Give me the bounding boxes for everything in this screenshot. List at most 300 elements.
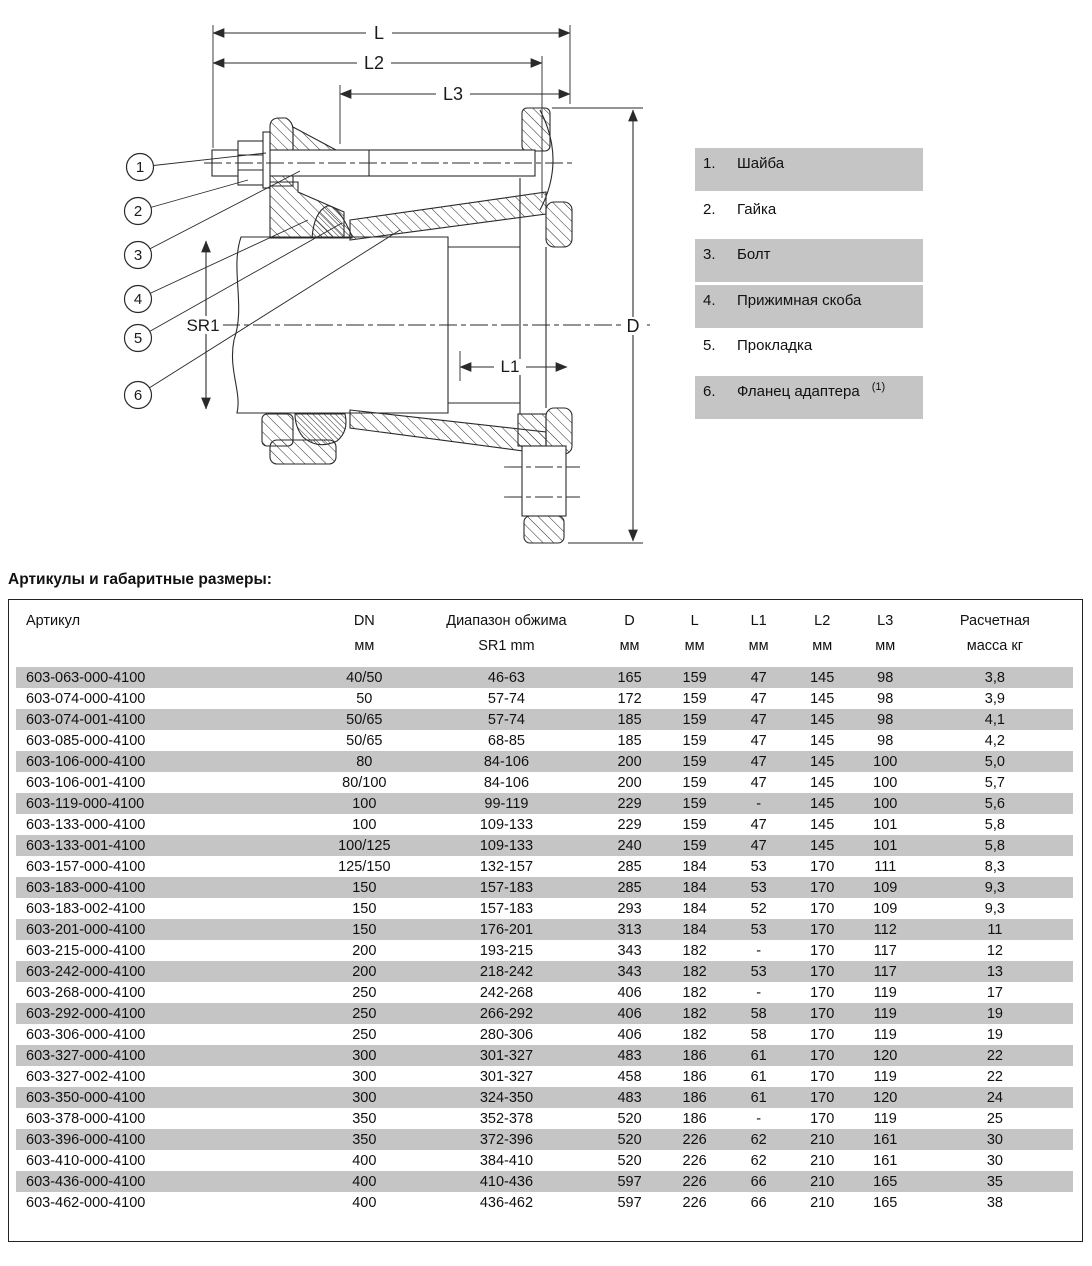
- cell-l3: 119: [873, 1068, 897, 1085]
- cell-l: 184: [682, 900, 707, 917]
- cell-clamp-range: 218-242: [479, 963, 534, 980]
- cell-mass: 25: [986, 1110, 1003, 1127]
- cell-l1: -: [756, 1110, 762, 1127]
- cell-l3: 119: [873, 984, 897, 1001]
- table-row: [16, 1003, 1073, 1024]
- cell-l1: 62: [750, 1152, 767, 1169]
- cell-mass: 3,9: [984, 690, 1005, 707]
- cell-l1: 53: [750, 879, 767, 896]
- flange-plate-bottom: [518, 414, 546, 446]
- cell-l3: 161: [873, 1131, 898, 1148]
- flange-bell-top: [546, 202, 572, 247]
- cell-mass: 19: [986, 1005, 1003, 1022]
- cell-l1: 61: [750, 1068, 767, 1085]
- cell-l1: 47: [750, 837, 767, 854]
- cell-mass: 17: [986, 984, 1003, 1001]
- cell-l1: 53: [750, 858, 767, 875]
- cell-l3: 100: [873, 753, 898, 770]
- cell-l3: 101: [873, 816, 898, 833]
- cell-l1: -: [756, 984, 762, 1001]
- cell-l3: 98: [877, 732, 894, 749]
- cell-l2: 145: [810, 837, 835, 854]
- cell-l3: 98: [877, 711, 894, 728]
- cell-dn: 400: [352, 1173, 377, 1190]
- legend-item: [695, 194, 923, 237]
- cell-dn: 150: [352, 879, 377, 896]
- cell-l2: 210: [810, 1152, 835, 1169]
- table-row: [16, 667, 1073, 688]
- cell-d: 406: [617, 1005, 642, 1022]
- legend-item: [695, 285, 923, 328]
- cell-d: 229: [617, 795, 642, 812]
- cell-l2: 170: [810, 1047, 835, 1064]
- cell-l3: 98: [877, 690, 894, 707]
- cell-mass: 5,6: [984, 795, 1005, 812]
- cell-mass: 5,0: [984, 753, 1005, 770]
- cell-d: 200: [617, 774, 642, 791]
- cell-article: 603-396-000-4100: [26, 1131, 146, 1148]
- cell-l: 182: [682, 1005, 707, 1022]
- cell-mass: 5,8: [984, 816, 1005, 833]
- cell-clamp-range: 46-63: [487, 669, 525, 686]
- cell-l: 226: [682, 1131, 707, 1148]
- table-row: [16, 1045, 1073, 1066]
- table-row: [16, 835, 1073, 856]
- cell-article: 603-327-000-4100: [26, 1047, 146, 1064]
- cell-article: 603-327-002-4100: [26, 1068, 146, 1085]
- cell-dn: 250: [352, 984, 377, 1001]
- table-row: [16, 751, 1073, 772]
- cell-l3: 120: [873, 1089, 898, 1106]
- table-row: [16, 1192, 1073, 1213]
- cell-l1: 61: [750, 1047, 767, 1064]
- cell-l3: 120: [873, 1047, 898, 1064]
- cell-dn: 250: [352, 1005, 377, 1022]
- legend-item-number: 1.: [703, 155, 716, 172]
- cell-l3: 100: [873, 774, 898, 791]
- cell-dn: 350: [352, 1131, 377, 1148]
- cell-l: 182: [682, 963, 707, 980]
- table-row: [16, 1066, 1073, 1087]
- legend-item-footnote: (1): [871, 380, 886, 393]
- cell-d: 458: [617, 1068, 642, 1085]
- cell-dn: 300: [352, 1089, 377, 1106]
- cell-d: 200: [617, 753, 642, 770]
- cell-l1: 47: [750, 732, 767, 749]
- cell-article: 603-183-002-4100: [26, 900, 146, 917]
- cell-clamp-range: 68-85: [487, 732, 525, 749]
- table-row: [16, 856, 1073, 877]
- cell-mass: 9,3: [984, 879, 1005, 896]
- table-title: Артикулы и габаритные размеры:: [8, 571, 272, 588]
- cell-l1: 47: [750, 774, 767, 791]
- cell-l1: 52: [750, 900, 767, 917]
- cell-dn: 200: [352, 963, 377, 980]
- legend-item-label: Болт: [737, 246, 771, 263]
- cell-l2: 170: [810, 984, 835, 1001]
- dim-label-L: L: [373, 23, 385, 43]
- cell-mass: 3,8: [984, 669, 1005, 686]
- cell-l3: 100: [873, 795, 898, 812]
- cell-d: 343: [617, 963, 642, 980]
- col-header-clamp-range: Диапазон обжима SR1 mm: [446, 613, 567, 654]
- cell-article: 603-462-000-4100: [26, 1194, 146, 1211]
- cell-l1: 47: [750, 816, 767, 833]
- cell-d: 313: [617, 921, 642, 938]
- cell-clamp-range: 57-74: [487, 711, 525, 728]
- cell-l1: 53: [750, 963, 767, 980]
- cell-article: 603-292-000-4100: [26, 1005, 146, 1022]
- cell-l2: 145: [810, 774, 835, 791]
- cell-clamp-range: 436-462: [479, 1194, 534, 1211]
- cell-l2: 170: [810, 858, 835, 875]
- callout-numbers: [134, 159, 144, 404]
- cell-dn: 250: [352, 1026, 377, 1043]
- cell-clamp-range: 176-201: [479, 921, 534, 938]
- col-header-article: Артикул: [26, 613, 81, 629]
- legend-item-label: Прижимная скоба: [737, 291, 862, 309]
- cell-mass: 9,3: [984, 900, 1005, 917]
- cell-l1: 62: [750, 1131, 767, 1148]
- cell-d: 406: [617, 984, 642, 1001]
- cell-d: 293: [617, 900, 642, 917]
- cell-l1: 47: [750, 711, 767, 728]
- legend-item-number: 5.: [703, 337, 716, 354]
- table-row: [16, 1171, 1073, 1192]
- dim-label-L1: L1: [500, 357, 520, 376]
- cell-mass: 4,1: [984, 711, 1005, 728]
- cell-article: 603-268-000-4100: [26, 984, 146, 1001]
- cell-mass: 12: [986, 942, 1003, 959]
- cell-l: 159: [682, 837, 707, 854]
- dim-label-L3: L3: [442, 84, 464, 104]
- cell-clamp-range: 193-215: [479, 942, 534, 959]
- cell-dn: 400: [352, 1152, 377, 1169]
- cell-mass: 22: [986, 1068, 1003, 1085]
- cell-l1: 53: [750, 921, 767, 938]
- dimensions-table: [16, 600, 1073, 1213]
- table-row: [16, 814, 1073, 835]
- cell-article: 603-436-000-4100: [26, 1173, 146, 1190]
- cell-l: 186: [682, 1089, 707, 1106]
- cell-l3: 109: [873, 879, 898, 896]
- legend-item-label: Фланец адаптера: [737, 382, 860, 400]
- col-header-mass: Расчетная масса кг: [959, 613, 1030, 654]
- cell-article: 603-410-000-4100: [26, 1152, 146, 1169]
- cell-l2: 210: [810, 1194, 835, 1211]
- cell-l2: 170: [810, 942, 835, 959]
- cell-l2: 145: [810, 669, 835, 686]
- cell-article: 603-242-000-4100: [26, 963, 146, 980]
- cell-l: 186: [682, 1110, 707, 1127]
- cell-l3: 117: [873, 942, 897, 959]
- cell-l2: 170: [810, 1110, 835, 1127]
- cell-clamp-range: 372-396: [479, 1131, 534, 1148]
- legend-item-number: 4.: [703, 291, 716, 309]
- cell-clamp-range: 99-119: [484, 795, 529, 812]
- cell-l2: 210: [810, 1173, 835, 1190]
- adapter-cone-top: [350, 192, 546, 240]
- adapter-cone-bottom: [350, 410, 546, 454]
- cell-d: 597: [617, 1173, 642, 1190]
- cell-article: 603-215-000-4100: [26, 942, 146, 959]
- cell-l3: 119: [873, 1110, 897, 1127]
- cell-dn: 300: [352, 1047, 377, 1064]
- parts-legend: [695, 148, 923, 421]
- callout-number-6: 6: [133, 387, 143, 404]
- cell-l1: -: [756, 795, 762, 812]
- table-row: [16, 1024, 1073, 1045]
- cell-l: 226: [682, 1152, 707, 1169]
- cell-clamp-range: 324-350: [479, 1089, 534, 1106]
- cell-article: 603-350-000-4100: [26, 1089, 146, 1106]
- legend-item-number: 2.: [703, 200, 716, 218]
- legend-item: [695, 148, 923, 191]
- cell-clamp-range: 352-378: [479, 1110, 534, 1127]
- cell-article: 603-378-000-4100: [26, 1110, 146, 1127]
- table-row: [16, 982, 1073, 1003]
- table-row: [16, 709, 1073, 730]
- table-row: [16, 1108, 1073, 1129]
- cell-l: 184: [682, 858, 707, 875]
- cell-dn: 200: [352, 942, 377, 959]
- table-row: [16, 919, 1073, 940]
- callout-number-2: 2: [133, 203, 143, 220]
- cell-l1: 66: [750, 1194, 767, 1211]
- cell-l: 184: [682, 921, 707, 938]
- cell-article: 603-133-000-4100: [26, 816, 146, 833]
- cell-l1: -: [756, 942, 762, 959]
- flange-adapter-section: [212, 108, 572, 543]
- cell-dn: 50/65: [346, 732, 383, 749]
- legend-item-label: Шайба: [737, 155, 785, 172]
- cell-dn: 100/125: [338, 837, 391, 854]
- cell-clamp-range: 57-74: [487, 690, 525, 707]
- cell-article: 603-306-000-4100: [26, 1026, 146, 1043]
- cell-article: 603-183-000-4100: [26, 879, 146, 896]
- cell-dn: 150: [352, 921, 377, 938]
- legend-item-label: Прокладка: [737, 337, 813, 354]
- cell-d: 240: [617, 837, 642, 854]
- cell-l2: 145: [810, 711, 835, 728]
- cell-l3: 161: [873, 1152, 898, 1169]
- cell-dn: 350: [352, 1110, 377, 1127]
- cell-l2: 170: [810, 1089, 835, 1106]
- cell-mass: 11: [987, 921, 1003, 938]
- cell-l3: 111: [874, 858, 897, 875]
- table-row: [16, 940, 1073, 961]
- cell-clamp-range: 301-327: [479, 1068, 534, 1085]
- cell-d: 285: [617, 879, 642, 896]
- cell-l3: 165: [873, 1194, 898, 1211]
- cell-article: 603-133-001-4100: [26, 837, 146, 854]
- table-row: [16, 793, 1073, 814]
- cell-l3: 98: [877, 669, 894, 686]
- cell-mass: 38: [986, 1194, 1003, 1211]
- cell-mass: 4,2: [984, 732, 1005, 749]
- cell-l: 226: [682, 1173, 707, 1190]
- table-row: [16, 898, 1073, 919]
- cell-mass: 22: [986, 1047, 1003, 1064]
- cell-l2: 170: [810, 900, 835, 917]
- callout-number-3: 3: [133, 247, 143, 264]
- cell-clamp-range: 84-106: [483, 774, 530, 791]
- cell-mass: 30: [986, 1131, 1003, 1148]
- cell-l3: 112: [873, 921, 897, 938]
- cell-l2: 145: [810, 816, 835, 833]
- table-row: [16, 877, 1073, 898]
- cell-clamp-range: 301-327: [479, 1047, 534, 1064]
- cell-clamp-range: 384-410: [479, 1152, 534, 1169]
- flange-lobe-top: [522, 108, 550, 151]
- col-header-d: D мм: [619, 613, 640, 654]
- cell-clamp-range: 157-183: [479, 900, 534, 917]
- col-header-dn: DN мм: [353, 613, 375, 654]
- legend-item: [695, 376, 923, 419]
- dim-label-SR1: SR1: [186, 316, 220, 335]
- cell-clamp-range: 109-133: [479, 837, 534, 854]
- cell-clamp-range: 157-183: [479, 879, 534, 896]
- cell-l3: 165: [873, 1173, 898, 1190]
- dim-label-D: D: [626, 316, 640, 336]
- cell-article: 603-201-000-4100: [26, 921, 146, 938]
- cell-mass: 30: [986, 1152, 1003, 1169]
- cell-d: 597: [617, 1194, 642, 1211]
- cell-clamp-range: 132-157: [479, 858, 534, 875]
- cell-d: 229: [617, 816, 642, 833]
- cell-dn: 80: [356, 753, 373, 770]
- cell-l2: 170: [810, 921, 835, 938]
- cell-d: 285: [617, 858, 642, 875]
- cell-d: 483: [617, 1047, 642, 1064]
- cell-l3: 119: [873, 1005, 897, 1022]
- legend-item: [695, 239, 923, 282]
- cell-mass: 5,7: [984, 774, 1005, 791]
- cell-mass: 19: [986, 1026, 1003, 1043]
- flange-stem: [522, 446, 566, 516]
- cell-mass: 8,3: [984, 858, 1005, 875]
- flange-foot: [524, 516, 564, 543]
- cell-l2: 170: [810, 1026, 835, 1043]
- callout-number-5: 5: [133, 330, 143, 347]
- cell-l2: 145: [810, 795, 835, 812]
- cell-l: 182: [682, 942, 707, 959]
- cell-l: 226: [682, 1194, 707, 1211]
- dimensions-table-wrap: [8, 599, 1083, 1242]
- cell-l: 186: [682, 1068, 707, 1085]
- cell-l1: 58: [750, 1005, 767, 1022]
- cell-l2: 170: [810, 1005, 835, 1022]
- cell-clamp-range: 280-306: [479, 1026, 534, 1043]
- cell-clamp-range: 410-436: [479, 1173, 534, 1190]
- cell-l: 159: [682, 816, 707, 833]
- cell-d: 343: [617, 942, 642, 959]
- cell-article: 603-063-000-4100: [26, 669, 146, 686]
- cell-clamp-range: 109-133: [479, 816, 534, 833]
- callout-number-4: 4: [133, 291, 143, 308]
- cell-l3: 101: [873, 837, 898, 854]
- cell-l: 184: [682, 879, 707, 896]
- cell-d: 520: [617, 1110, 642, 1127]
- cell-mass: 5,8: [984, 837, 1005, 854]
- cell-l: 159: [682, 753, 707, 770]
- cell-mass: 35: [986, 1173, 1003, 1190]
- washer: [263, 132, 270, 188]
- cell-article: 603-074-000-4100: [26, 690, 146, 707]
- cell-l: 159: [682, 669, 707, 686]
- table-row: [16, 1129, 1073, 1150]
- table-row: [16, 772, 1073, 793]
- technical-drawing: [0, 0, 680, 570]
- cell-d: 406: [617, 1026, 642, 1043]
- callout-balloons: [125, 154, 154, 409]
- callout-number-1: 1: [135, 159, 145, 176]
- cell-l1: 47: [750, 690, 767, 707]
- cell-article: 603-074-001-4100: [26, 711, 146, 728]
- cell-l3: 109: [873, 900, 898, 917]
- cell-clamp-range: 266-292: [479, 1005, 534, 1022]
- col-header-l: L мм: [684, 613, 705, 654]
- cell-l1: 47: [750, 753, 767, 770]
- table-row: [16, 730, 1073, 751]
- cell-dn: 150: [352, 900, 377, 917]
- cell-l1: 61: [750, 1089, 767, 1106]
- cell-d: 165: [617, 669, 642, 686]
- cell-dn: 40/50: [346, 669, 383, 686]
- cell-article: 603-106-001-4100: [26, 774, 146, 791]
- dim-label-L2: L2: [363, 53, 385, 73]
- cell-d: 483: [617, 1089, 642, 1106]
- cell-l: 186: [682, 1047, 707, 1064]
- cell-l: 159: [682, 711, 707, 728]
- cell-l3: 119: [873, 1026, 897, 1043]
- cell-l: 182: [682, 984, 707, 1001]
- cell-l2: 170: [810, 963, 835, 980]
- cell-l2: 145: [810, 753, 835, 770]
- table-row: [16, 1150, 1073, 1171]
- legend-item-label: Гайка: [737, 200, 777, 218]
- cell-l1: 47: [750, 669, 767, 686]
- cell-l1: 66: [750, 1173, 767, 1190]
- cell-l3: 117: [873, 963, 897, 980]
- col-header-l2: L2 мм: [812, 613, 833, 654]
- cell-clamp-range: 242-268: [479, 984, 534, 1001]
- cell-d: 185: [617, 732, 642, 749]
- cell-d: 520: [617, 1152, 642, 1169]
- cell-d: 520: [617, 1131, 642, 1148]
- cell-mass: 13: [986, 963, 1003, 980]
- legend-item-number: 3.: [703, 246, 716, 263]
- col-header-l1: L1 мм: [748, 613, 769, 654]
- table-header-row: [16, 600, 1073, 667]
- cell-article: 603-106-000-4100: [26, 753, 146, 770]
- cell-dn: 400: [352, 1194, 377, 1211]
- cell-clamp-range: 84-106: [483, 753, 530, 770]
- cell-l2: 170: [810, 879, 835, 896]
- cell-dn: 300: [352, 1068, 377, 1085]
- cell-l2: 170: [810, 1068, 835, 1085]
- cell-dn: 50/65: [346, 711, 383, 728]
- cell-l2: 145: [810, 732, 835, 749]
- table-row: [16, 1087, 1073, 1108]
- cell-dn: 80/100: [342, 774, 387, 791]
- cell-dn: 125/150: [338, 858, 391, 875]
- cell-article: 603-157-000-4100: [26, 858, 146, 875]
- cell-l: 159: [682, 732, 707, 749]
- cell-l: 159: [682, 690, 707, 707]
- cell-d: 172: [617, 690, 642, 707]
- cell-dn: 100: [352, 795, 377, 812]
